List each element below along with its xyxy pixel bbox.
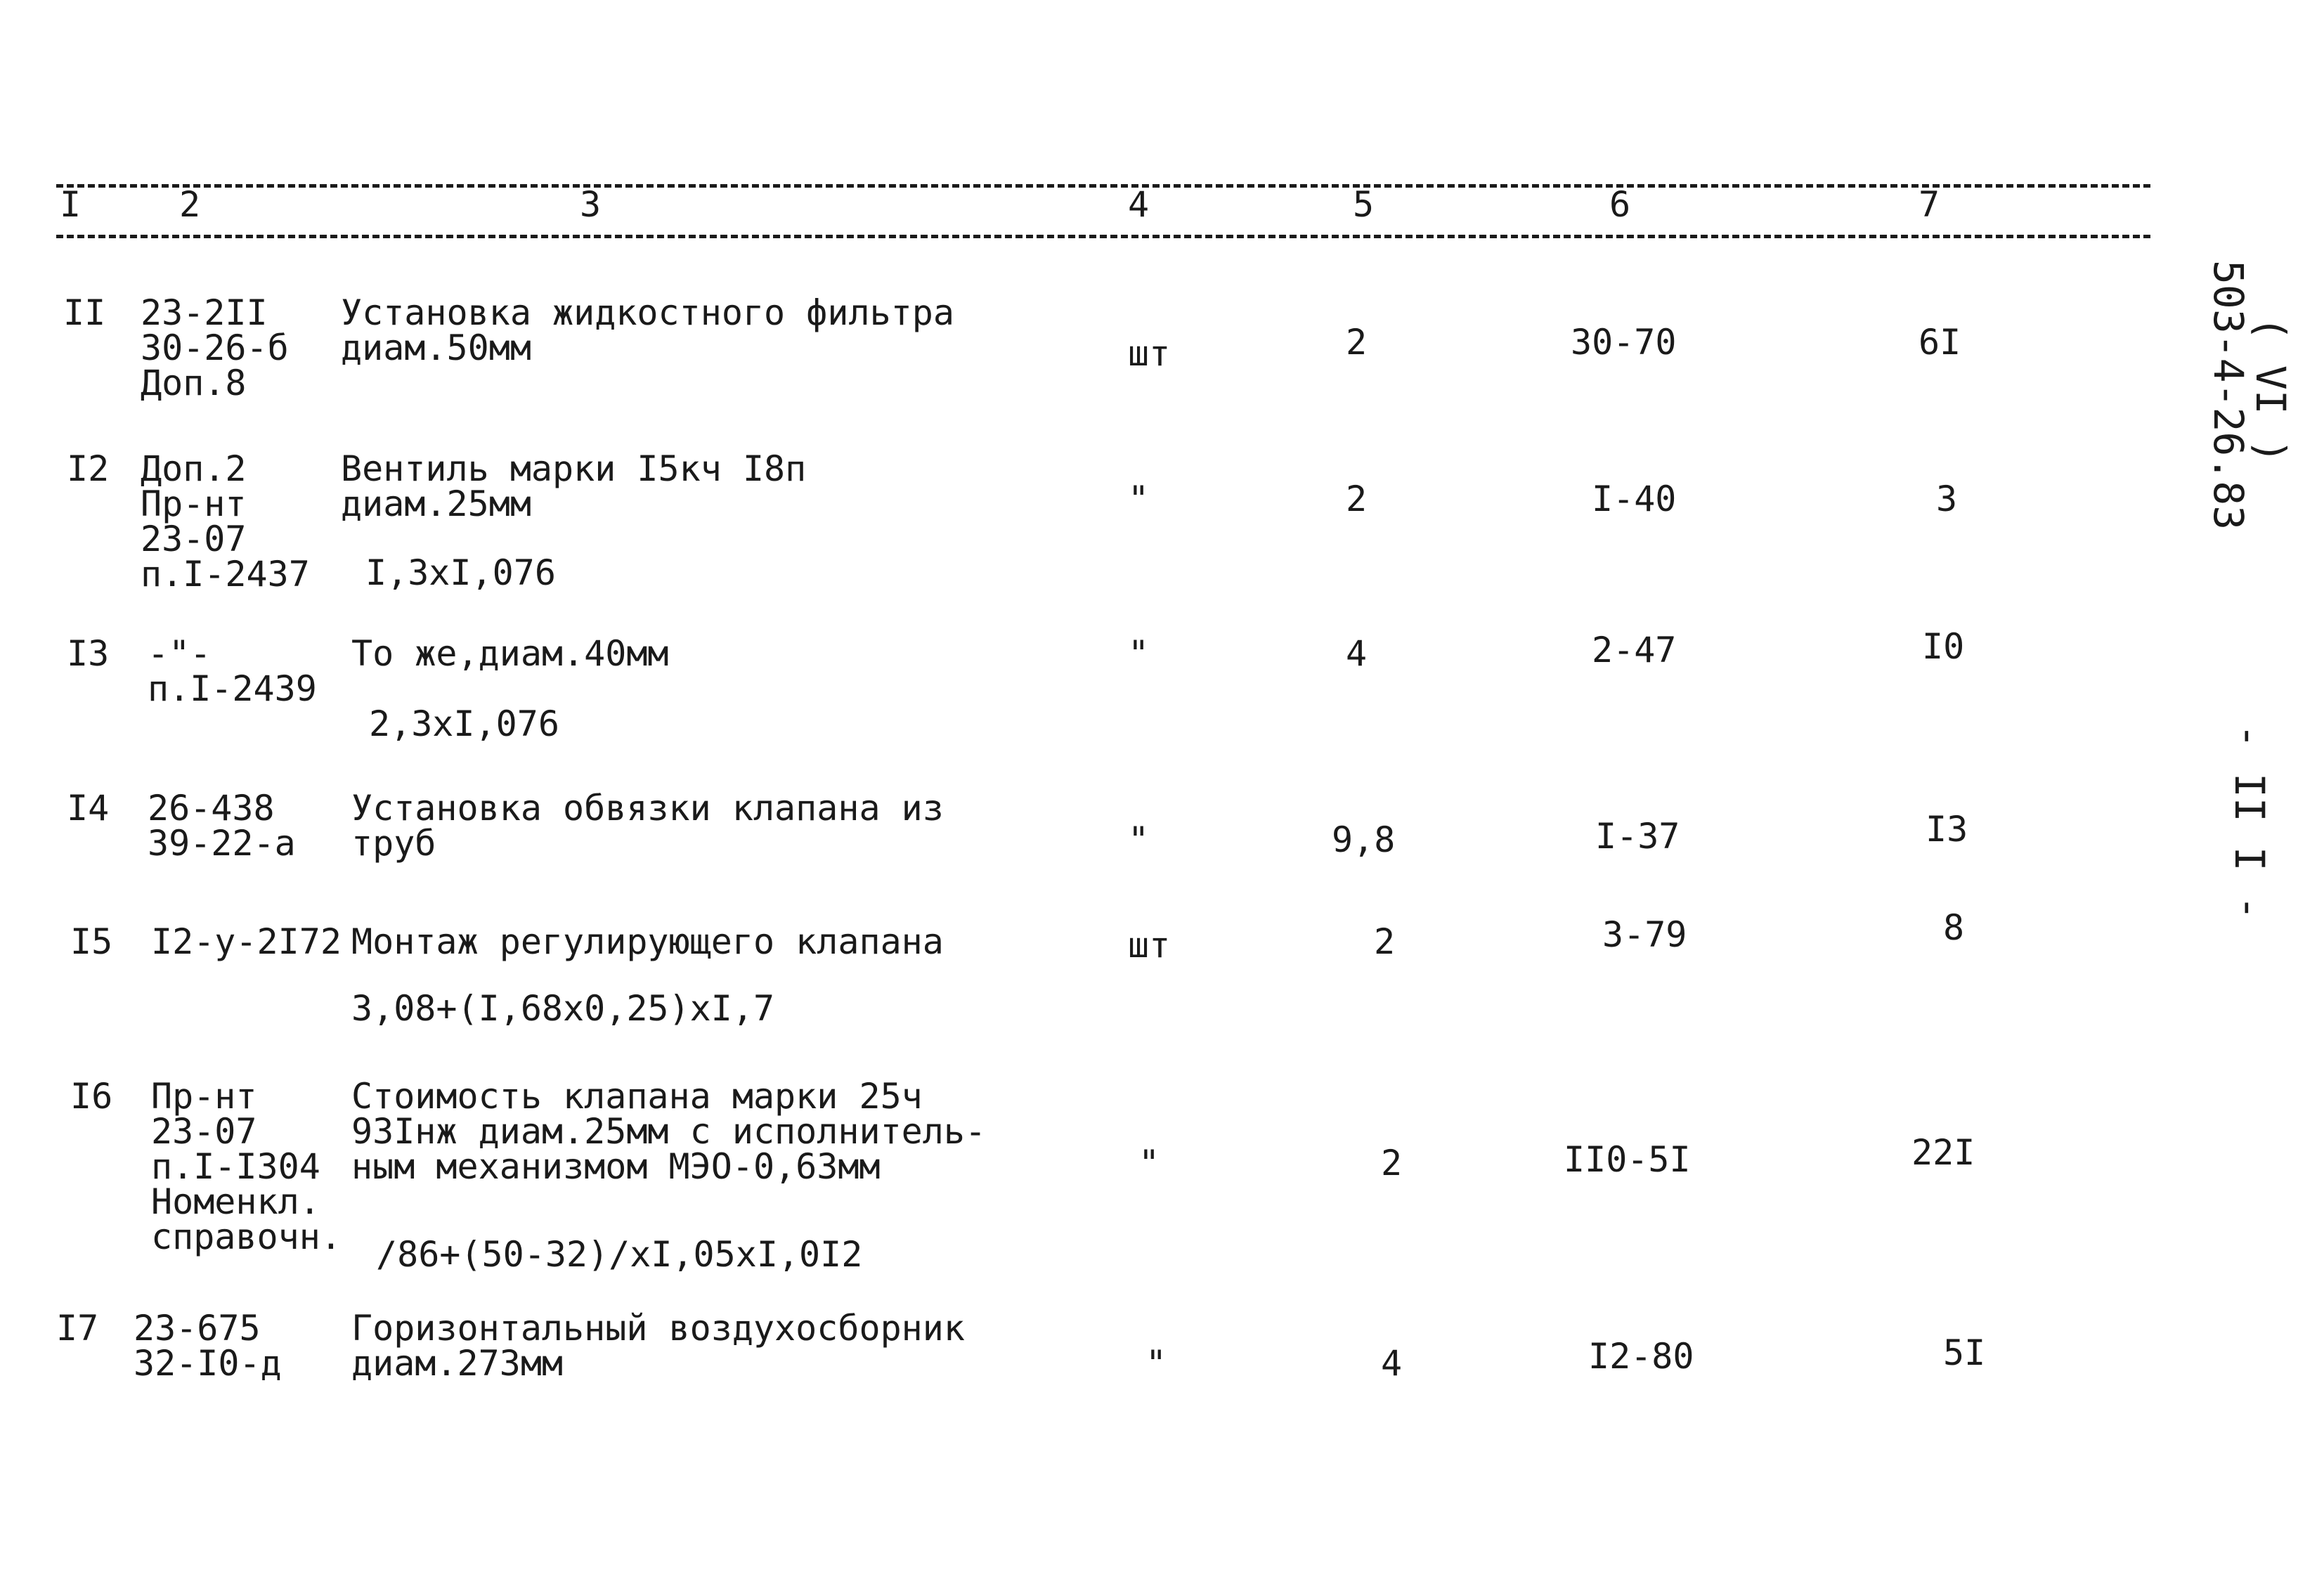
- row-number: II: [63, 292, 106, 333]
- row-quantity: 2: [1346, 322, 1368, 363]
- row-quantity: 9,8: [1332, 819, 1396, 860]
- row-code: 26-438 39-22-а: [148, 788, 296, 864]
- row-unit: ": [1128, 633, 1150, 674]
- row-calculation: /86+(50-32)/xI,05xI,0I2: [376, 1234, 863, 1275]
- row-price: 2-47: [1592, 630, 1677, 670]
- row-price: I-37: [1595, 816, 1680, 857]
- row-code: -"- п.I-2439: [148, 633, 317, 709]
- section-label: ( VI ): [2247, 316, 2294, 464]
- row-description: Стоимость клапана марки 25ч 93Iнж диам.25мм с исполнитель- ным механизмом МЭО-0,63мм: [351, 1076, 987, 1187]
- row-code: 23-2II 30-26-б Доп.8: [141, 292, 289, 403]
- row-quantity: 2: [1374, 921, 1396, 962]
- row-description: Горизонтальный воздухосборник диам.273мм: [351, 1308, 965, 1384]
- column-header-7: 7: [1919, 184, 1940, 225]
- row-calculation: I,3xI,076: [365, 552, 556, 593]
- row-number: I6: [70, 1076, 113, 1117]
- row-unit: шт: [1128, 925, 1171, 966]
- header-bottom-rule: [56, 235, 2150, 238]
- row-quantity: 4: [1381, 1343, 1403, 1384]
- row-description: Установка жидкостного фильтра диам.50мм: [341, 292, 954, 368]
- row-price: I-40: [1592, 479, 1677, 519]
- row-total: I3: [1926, 809, 1968, 850]
- row-calculation: 2,3xI,076: [369, 703, 559, 744]
- row-description: Вентиль марки I5кч I8п диам.25мм: [341, 448, 807, 524]
- row-code: 23-675 32-I0-д: [134, 1308, 282, 1384]
- row-description: Установка обвязки клапана из труб: [351, 788, 944, 864]
- row-price: 3-79: [1602, 914, 1687, 955]
- column-header-5: 5: [1353, 184, 1375, 225]
- row-price: II0-5I: [1564, 1139, 1691, 1180]
- row-number: I4: [67, 788, 110, 829]
- header-top-rule: [56, 184, 2150, 188]
- row-description: То же,диам.40мм: [351, 633, 669, 674]
- row-number: I7: [56, 1308, 99, 1349]
- row-quantity: 2: [1381, 1143, 1403, 1183]
- row-total: I0: [1922, 626, 1965, 667]
- row-unit: ": [1128, 819, 1150, 860]
- row-unit: ": [1145, 1343, 1167, 1384]
- column-header-6: 6: [1609, 184, 1631, 225]
- column-header-4: 4: [1128, 184, 1150, 225]
- row-description: Монтаж регулирующего клапана: [351, 921, 944, 962]
- column-header-1: I: [60, 184, 82, 225]
- row-total: 8: [1943, 907, 1965, 948]
- column-header-2: 2: [179, 184, 201, 225]
- row-unit: шт: [1128, 333, 1171, 374]
- row-number: I2: [67, 448, 110, 489]
- row-total: 22I: [1911, 1132, 1975, 1173]
- row-calculation: 3,08+(I,68x0,25)xI,7: [351, 988, 775, 1029]
- row-unit: ": [1128, 479, 1150, 519]
- row-price: 30-70: [1571, 322, 1677, 363]
- document-code: 503-4-26.83: [2205, 260, 2252, 531]
- row-code: I2-у-2I72: [151, 921, 342, 962]
- row-total: 5I: [1943, 1332, 1986, 1373]
- row-price: I2-80: [1588, 1336, 1694, 1377]
- row-number: I3: [67, 633, 110, 674]
- row-quantity: 4: [1346, 633, 1368, 674]
- row-quantity: 2: [1346, 479, 1368, 519]
- page-number: - II I -: [2226, 724, 2273, 921]
- row-number: I5: [70, 921, 113, 962]
- row-code: Пр-нт 23-07 п.I-I304 Номенкл. справочн.: [151, 1076, 342, 1257]
- row-code: Доп.2 Пр-нт 23-07 п.I-2437: [141, 448, 310, 595]
- column-header-3: 3: [580, 184, 602, 225]
- row-unit: ": [1138, 1143, 1160, 1183]
- row-total: 3: [1936, 479, 1958, 519]
- row-total: 6I: [1919, 322, 1961, 363]
